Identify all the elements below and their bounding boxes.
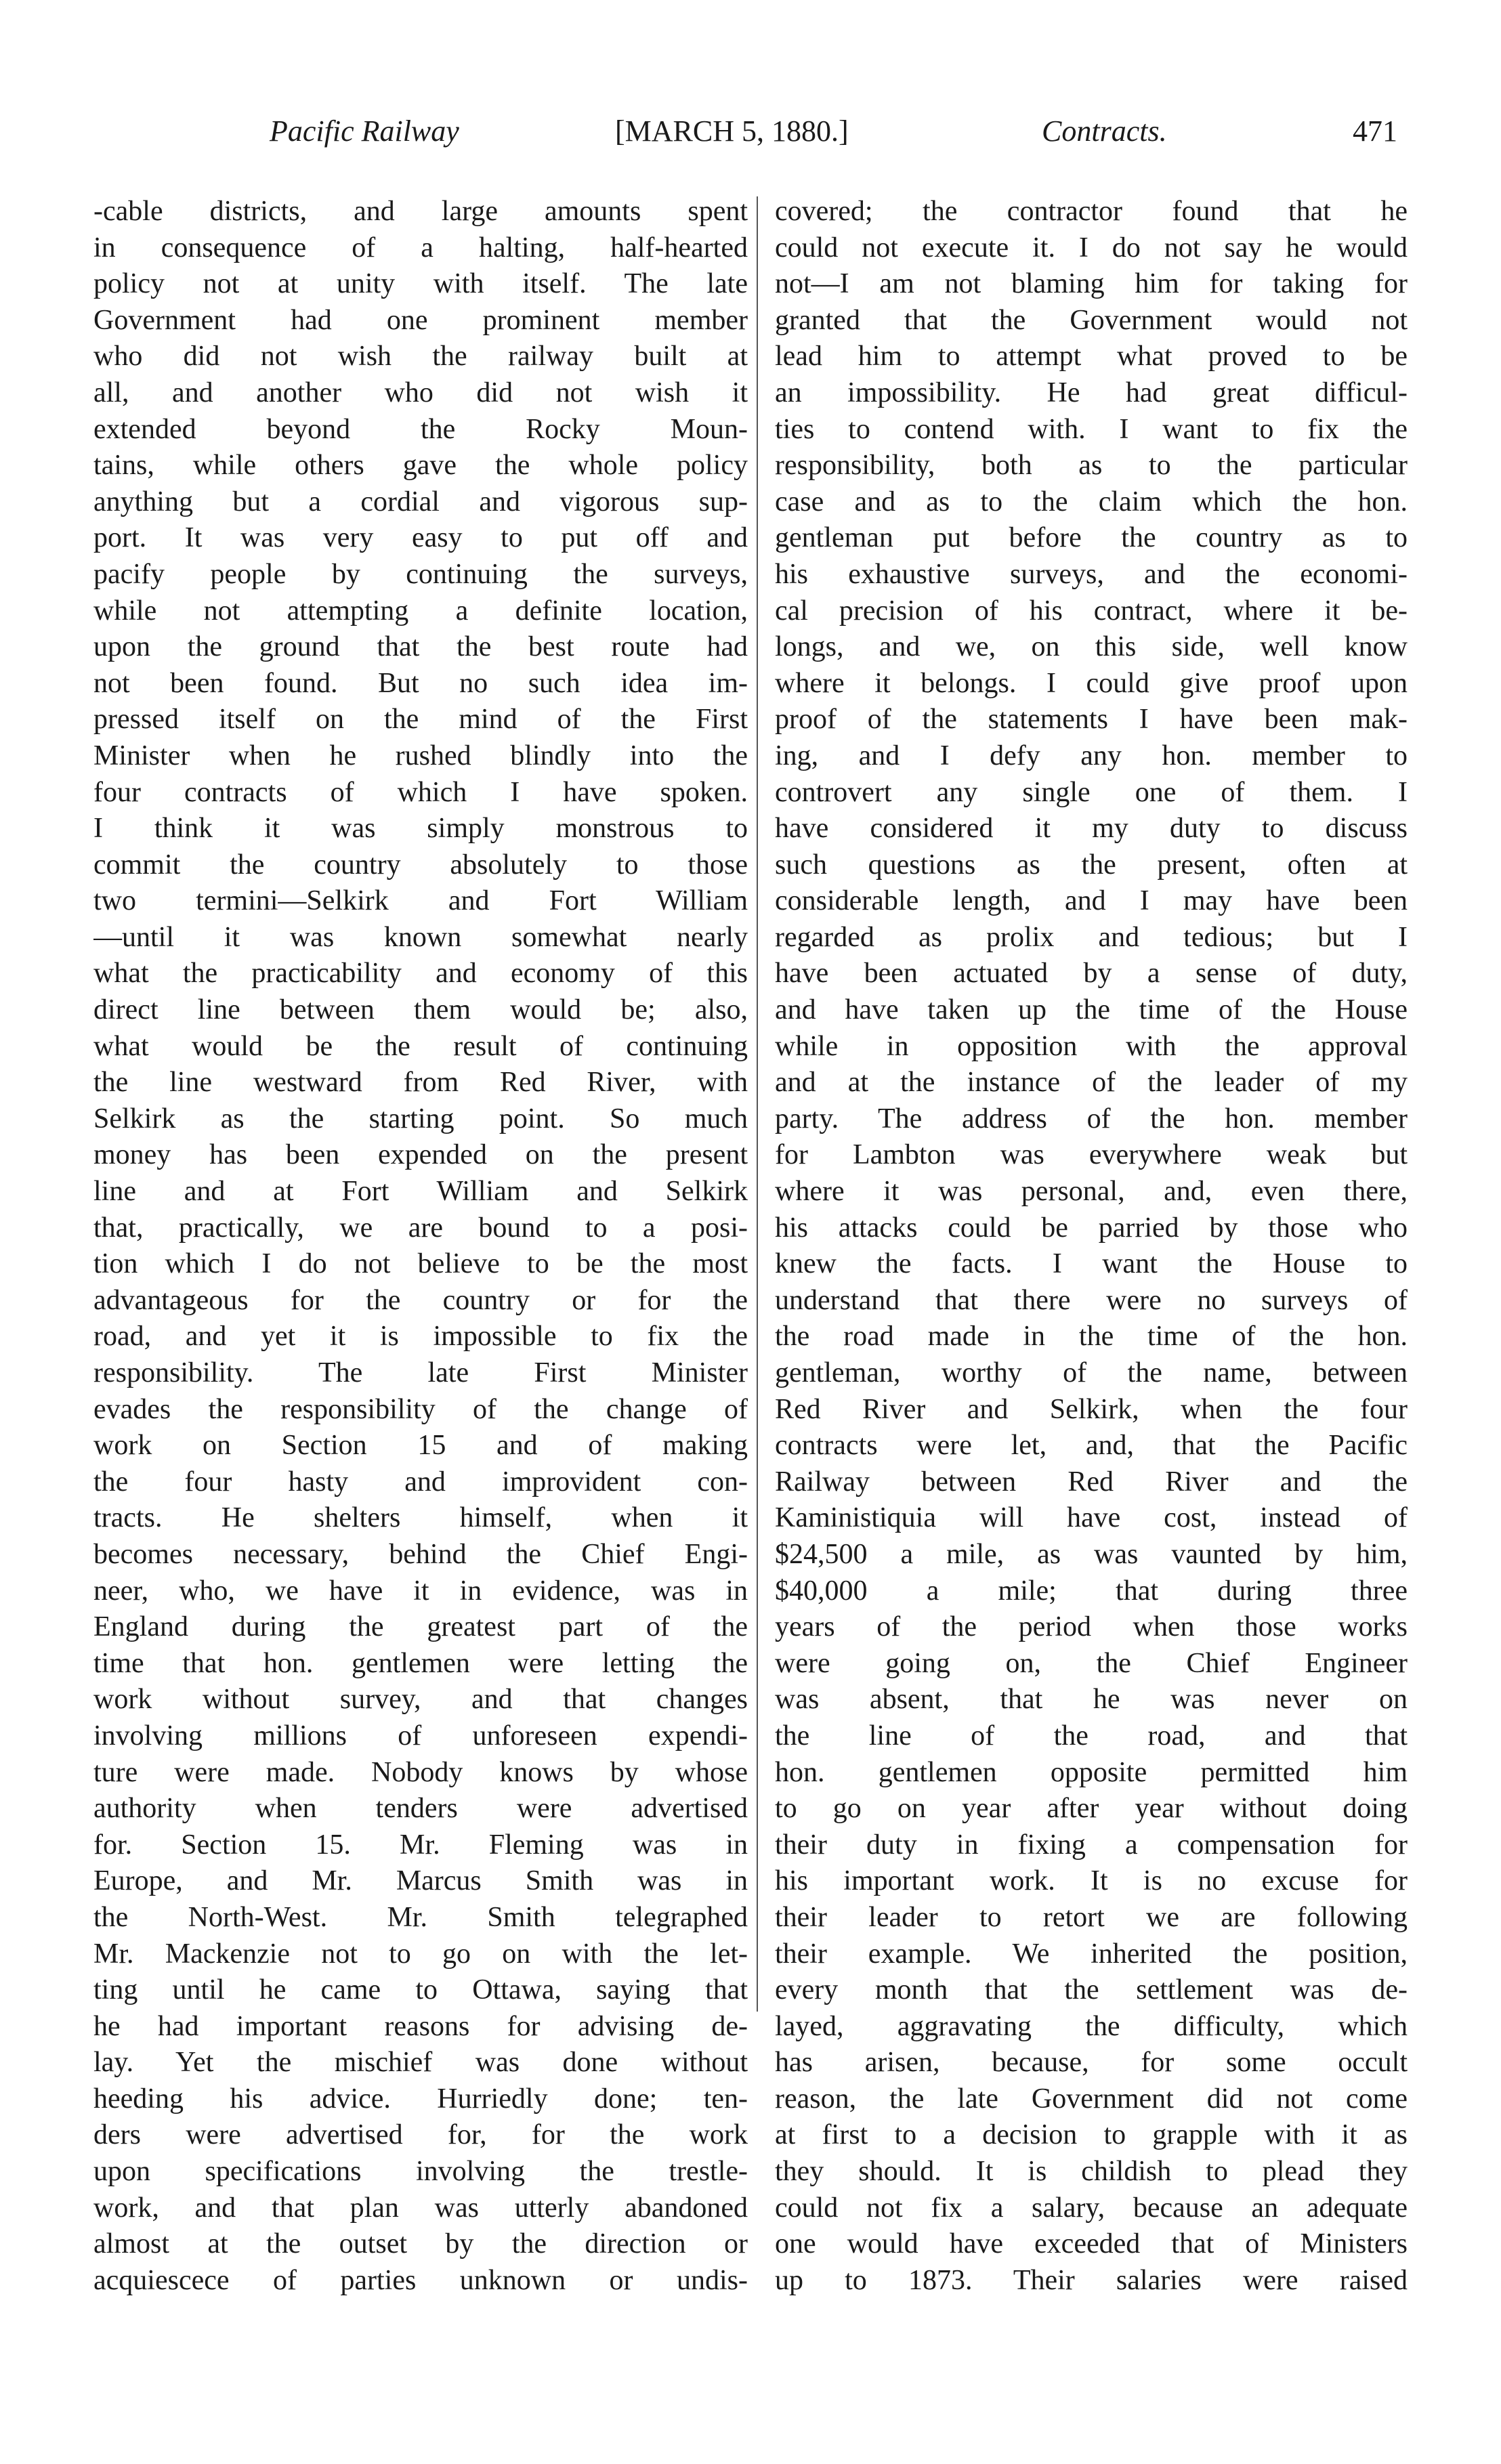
right-column-line: Kaministiquia will have cost, instead of (775, 1502, 1408, 1534)
right-column-line: their duty in fixing a compensation for (775, 1829, 1408, 1861)
right-column-line: party. The address of the hon. member (775, 1103, 1408, 1134)
left-column-line: time that hon. gentlemen were letting the (93, 1647, 748, 1679)
left-column-line: tains, while others gave the whole policy (93, 450, 748, 482)
left-column-line: -cable districts, and large amounts spent (93, 196, 748, 227)
right-column-line: could not fix a salary, because an adequate (775, 2192, 1408, 2224)
left-column-line: road, and yet it is impossible to fix the (93, 1321, 748, 1353)
left-column-line: acquiescece of parties unknown or undis- (93, 2264, 748, 2296)
right-column-line: ing, and I defy any hon. member to (775, 740, 1408, 771)
right-column-line: responsibility, both as to the particular (775, 450, 1408, 482)
right-column-line: controvert any single one of them. I (775, 776, 1408, 808)
left-column-line: work, and that plan was utterly abandoned (93, 2192, 748, 2224)
left-column-line: the North-West. Mr. Smith telegraphed (93, 1901, 748, 1933)
right-column-line: have considered it my duty to discuss (775, 813, 1408, 845)
right-column-line: have been actuated by a sense of duty, (775, 958, 1408, 990)
left-column-line: money has been expended on the present (93, 1139, 748, 1171)
header-section-title: Pacific Railway (270, 114, 459, 148)
left-column-line: becomes necessary, behind the Chief Engi- (93, 1538, 748, 1570)
right-column-line: were going on, the Chief Engineer (775, 1647, 1408, 1679)
right-column-line: and have taken up the time of the House (775, 994, 1408, 1026)
right-column-line: the line of the road, and that (775, 1720, 1408, 1751)
left-column-line: authority when tenders were advertised (93, 1793, 748, 1825)
right-column-line: his attacks could be parried by those who (775, 1212, 1408, 1244)
left-column-line: involving millions of unforeseen expendi- (93, 1720, 748, 1751)
left-column-line: what the practicability and economy of this (93, 958, 748, 990)
right-column-line: every month that the settlement was de- (775, 1974, 1408, 2006)
left-column-line: Selkirk as the starting point. So much (93, 1103, 748, 1134)
right-column-line: granted that the Government would not (775, 304, 1408, 336)
right-column-line: Railway between Red River and the (775, 1466, 1408, 1497)
right-column-line: reason, the late Government did not come (775, 2083, 1408, 2115)
left-column-line: advantageous for the country or for the (93, 1284, 748, 1316)
right-column-line: hon. gentlemen opposite permitted him (775, 1756, 1408, 1788)
left-column-line: anything but a cordial and vigorous sup- (93, 486, 748, 517)
right-column-line: such questions as the present, often at (775, 849, 1408, 880)
left-column-line: he had important reasons for advising de- (93, 2010, 748, 2042)
left-column-line: tion which I do not believe to be the most (93, 1248, 748, 1280)
left-column-line: pacify people by continuing the surveys, (93, 558, 748, 590)
left-column-line: almost at the outset by the direction or (93, 2228, 748, 2260)
left-column-line: Minister when he rushed blindly into the (93, 740, 748, 771)
right-column-line: longs, and we, on this side, well know (775, 631, 1408, 663)
left-column-line: heeding his advice. Hurriedly done; ten- (93, 2083, 748, 2115)
left-column-line: Mr. Mackenzie not to go on with the let- (93, 1938, 748, 1970)
right-column-line: lead him to attempt what proved to be (775, 341, 1408, 373)
header-date: [MARCH 5, 1880.] (615, 114, 849, 148)
left-column-line: what would be the result of continuing (93, 1030, 748, 1062)
left-column-line: Europe, and Mr. Marcus Smith was in (93, 1865, 748, 1897)
left-column-line: in consequence of a halting, half-hearted (93, 232, 748, 263)
right-column-line: case and as to the claim which the hon. (775, 486, 1408, 517)
left-column-line: upon the ground that the best route had (93, 631, 748, 663)
left-column-line: responsibility. The late First Minister (93, 1357, 748, 1388)
page-number: 471 (1353, 114, 1397, 148)
right-column-line: and at the instance of the leader of my (775, 1067, 1408, 1099)
right-column-line: could not execute it. I do not say he would (775, 232, 1408, 263)
header-topic: Contracts. (1042, 114, 1167, 148)
right-column-line: proof of the statements I have been mak- (775, 704, 1408, 736)
left-column-line: extended beyond the Rocky Moun- (93, 413, 748, 445)
left-column-line: England during the greatest part of the (93, 1611, 748, 1643)
left-column-line: that, practically, we are bound to a posi- (93, 1212, 748, 1244)
right-column-line: covered; the contractor found that he (775, 196, 1408, 227)
right-column-line: not—I am not blaming him for taking for (775, 268, 1408, 300)
right-column-line: was absent, that he was never on (775, 1684, 1408, 1716)
left-column-line: commit the country absolutely to those (93, 849, 748, 880)
left-column-line: while not attempting a definite location, (93, 595, 748, 626)
right-column-line: one would have exceeded that of Ministers (775, 2228, 1408, 2260)
left-column-line: evades the responsibility of the change of (93, 1393, 748, 1425)
right-column-line: where it was personal, and, even there, (775, 1176, 1408, 1208)
left-column-line: policy not at unity with itself. The late (93, 268, 748, 300)
left-column-line: —until it was known somewhat nearly (93, 921, 748, 953)
left-column-line: the four hasty and improvident con- (93, 1466, 748, 1497)
right-column-line: ties to contend with. I want to fix the (775, 413, 1408, 445)
right-column-line: their leader to retort we are following (775, 1901, 1408, 1933)
left-column-line: ting until he came to Ottawa, saying that (93, 1974, 748, 2006)
right-column-line: considerable length, and I may have been (775, 885, 1408, 917)
left-column-line: Government had one prominent member (93, 304, 748, 336)
left-column-line: work on Section 15 and of making (93, 1430, 748, 1462)
right-column-line: Red River and Selkirk, when the four (775, 1393, 1408, 1425)
left-column-line: four contracts of which I have spoken. (93, 776, 748, 808)
left-column-line: work without survey, and that changes (93, 1684, 748, 1716)
right-column-line: at first to a decision to grapple with it as (775, 2119, 1408, 2151)
right-column-line: the road made in the time of the hon. (775, 1321, 1408, 1353)
left-column-line: line and at Fort William and Selkirk (93, 1176, 748, 1208)
right-column-line: to go on year after year without doing (775, 1793, 1408, 1825)
right-column-line: has arisen, because, for some occult (775, 2047, 1408, 2079)
right-column-line: gentleman put before the country as to (775, 522, 1408, 554)
right-column-line: while in opposition with the approval (775, 1030, 1408, 1062)
right-column-line: $40,000 a mile; that during three (775, 1575, 1408, 1607)
left-column-line: direct line between them would be; also, (93, 994, 748, 1026)
right-column-line: years of the period when those works (775, 1611, 1408, 1643)
right-column-line: where it belongs. I could give proof upon (775, 667, 1408, 699)
left-column-line: upon specifications involving the trestle- (93, 2156, 748, 2188)
column-divider (757, 196, 758, 2012)
running-header (270, 114, 1397, 161)
left-column-line: all, and another who did not wish it (93, 377, 748, 408)
right-column-line: layed, aggravating the difficulty, which (775, 2010, 1408, 2042)
right-column-line: contracts were let, and, that the Pacific (775, 1430, 1408, 1462)
left-column-line: ture were made. Nobody knows by whose (93, 1756, 748, 1788)
right-column-line: knew the facts. I want the House to (775, 1248, 1408, 1280)
right-column-line: understand that there were no surveys of (775, 1284, 1408, 1316)
left-column-line: pressed itself on the mind of the First (93, 704, 748, 736)
left-column-line: port. It was very easy to put off and (93, 522, 748, 554)
left-column-line: lay. Yet the mischief was done without (93, 2047, 748, 2079)
right-column-line: his important work. It is no excuse for (775, 1865, 1408, 1897)
left-column-line: not been found. But no such idea im- (93, 667, 748, 699)
right-column-line: an impossibility. He had great difficul- (775, 377, 1408, 408)
left-column (93, 194, 748, 2296)
left-column-line: I think it was simply monstrous to (93, 813, 748, 845)
left-column-line: neer, who, we have it in evidence, was in (93, 1575, 748, 1607)
right-column-line: for Lambton was everywhere weak but (775, 1139, 1408, 1171)
left-column-line: the line westward from Red River, with (93, 1067, 748, 1099)
left-column-line: two termini—Selkirk and Fort William (93, 885, 748, 917)
right-column-line: his exhaustive surveys, and the economi- (775, 558, 1408, 590)
right-column-line: $24,500 a mile, as was vaunted by him, (775, 1538, 1408, 1570)
right-column-line: cal precision of his contract, where it be- (775, 595, 1408, 626)
right-column-line: their example. We inherited the position, (775, 1938, 1408, 1970)
left-column-line: who did not wish the railway built at (93, 341, 748, 373)
left-column-line: for. Section 15. Mr. Fleming was in (93, 1829, 748, 1861)
left-column-line: tracts. He shelters himself, when it (93, 1502, 748, 1534)
right-column-line: they should. It is childish to plead they (775, 2156, 1408, 2188)
left-column-line: ders were advertised for, for the work (93, 2119, 748, 2151)
right-column-line: regarded as prolix and tedious; but I (775, 921, 1408, 953)
right-column-line: up to 1873. Their salaries were raised (775, 2264, 1408, 2296)
right-column (775, 194, 1408, 2296)
right-column-line: gentleman, worthy of the name, between (775, 1357, 1408, 1388)
